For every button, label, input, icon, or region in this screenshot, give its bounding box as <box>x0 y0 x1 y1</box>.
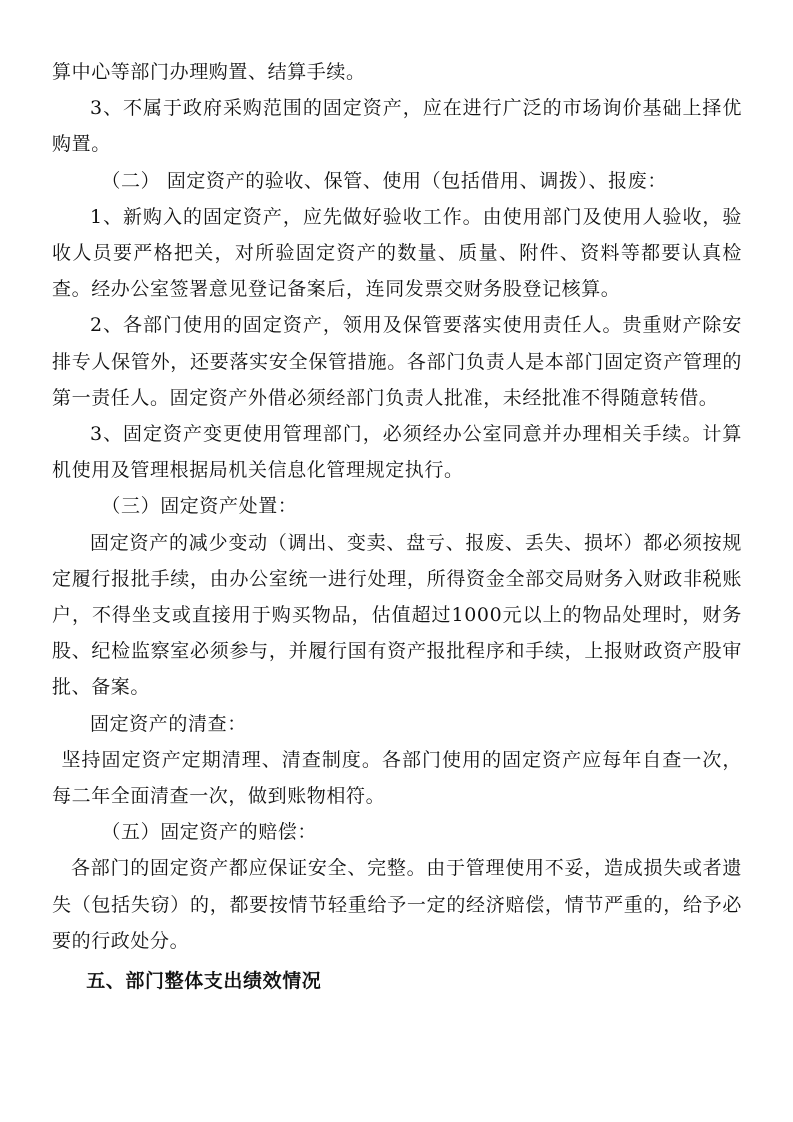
paragraph-acceptance: 1、新购入的固定资产，应先做好验收工作。由使用部门及使用人验收，验收人员要严格把关，对所验固定资产的数量、质量、附件、资料等都要认真检查。经办公室签署意见登记备案后，连同发票交财务股登记核算。 <box>52 205 742 301</box>
section-three-title: （三）固定资产处置： <box>101 495 298 518</box>
paragraph-custody: 2、各部门使用的固定资产，领用及保管要落实使用责任人。贵重财产除安排专人保管外，还要落实安全保管措施。各部门负责人是本部门固定资产管理的第一责任人。固定资产外借必须经部门负责人批准，未经批准不得随意转借。 <box>52 314 742 409</box>
paragraph-item-3: 3、不属于政府采购范围的固定资产，应在进行广泛的市场询价基础上择优购置。 <box>52 97 742 156</box>
paragraph-transfer: 3、固定资产变更使用管理部门，必须经办公室同意并办理相关手续。计算机使用及管理根据局机关信息化管理规定执行。 <box>52 423 742 482</box>
paragraph-disposal: 固定资产的减少变动（调出、变卖、盘亏、报废、丢失、损坏）都必须按规定履行报批手续，由办公室统一进行处理，所得资金全部交局财务入财政非税账户，不得坐支或直接用于购买物品，估值超过1000元以上的物品处理时，财务股、纪检监察室必须参与，并履行国有资产报批程序和手续，上报财政资产股审批、备案。 <box>52 531 742 699</box>
section-inventory-title: 固定资产的清查： <box>90 712 247 735</box>
chapter-five-heading: 五、部门整体支出绩效情况 <box>86 970 322 993</box>
document-body <box>52 54 742 999</box>
section-two-title: （二） 固定资产的验收、保管、使用（包括借用、调拨）、报废： <box>101 169 667 192</box>
paragraph-inventory: 坚持固定资产定期清理、清查制度。各部门使用的固定资产应每年自查一次，每二年全面清查一次，做到账物相符。 <box>52 748 742 808</box>
paragraph-continuation: 算中心等部门办理购置、结算手续。 <box>52 61 366 83</box>
section-five-title: （五）固定资产的赔偿： <box>101 821 317 844</box>
paragraph-compensation: 各部门的固定资产都应保证安全、完整。由于管理使用不妥，造成损失或者遗失（包括失窃）的，都要按情节轻重给予一定的经济赔偿，情节严重的，给予必要的行政处分。 <box>52 857 742 952</box>
